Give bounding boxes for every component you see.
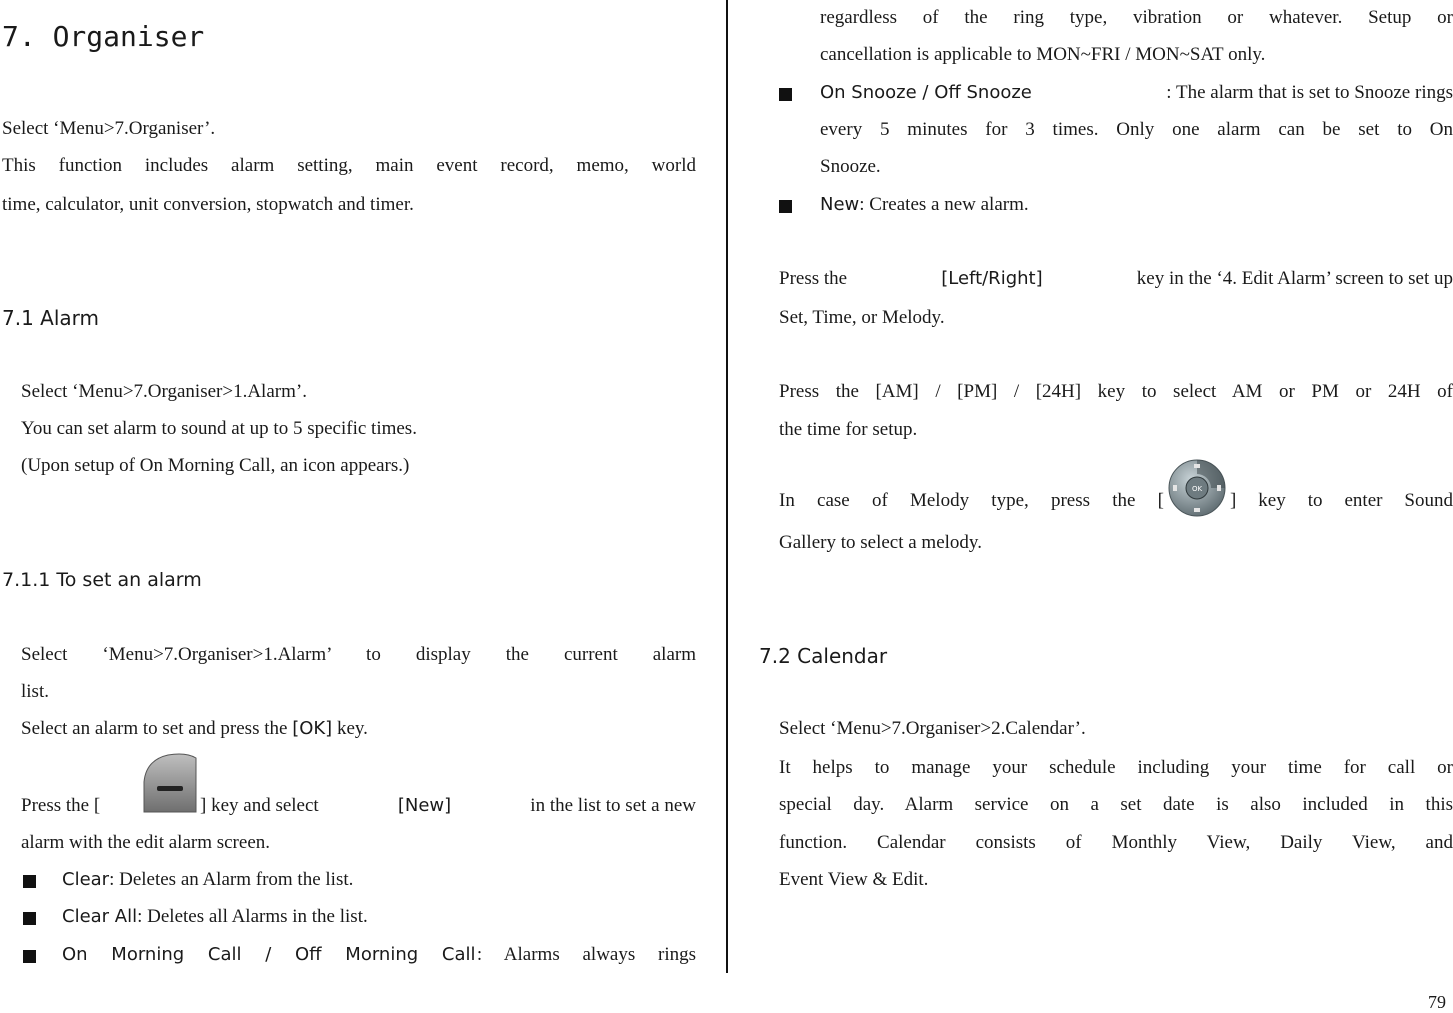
morning-call-cont-2: cancellation is applicable to MON~FRI / MON~SAT only. [820, 44, 1266, 65]
set-line-1-cont: list. [21, 681, 49, 702]
alarm-line-3: (Upon setup of On Morning Call, an icon appears.) [21, 455, 410, 476]
section-heading-alarm: 7.1 Alarm [2, 306, 100, 330]
bullet-marker [779, 88, 792, 101]
left-right-cont: Set, Time, or Melody. [779, 307, 945, 328]
ampm-line-1: Press the [AM] / [PM] / [24H] key to select AM or PM or 24H of [779, 381, 1453, 402]
melody-cont: Gallery to select a melody. [779, 532, 982, 553]
melody-line-suffix: ] key to enter Sound [1230, 490, 1453, 511]
alarm-line-1: Select ‘Menu>7.Organiser>1.Alarm’. [21, 381, 307, 402]
subsection-heading-set-alarm: 7.1.1 To set an alarm [2, 569, 202, 591]
calendar-line-4: Event View & Edit. [779, 869, 929, 890]
snooze-line-3: Snooze. [820, 156, 881, 177]
snooze-line-2: every 5 minutes for 3 times. Only one alarm can be set to On [820, 119, 1453, 140]
bullet-new: New: Creates a new alarm. [820, 194, 1029, 215]
ampm-line-2: the time for setup. [779, 419, 918, 440]
intro-line-1: This function includes alarm setting, main event record, memo, world [2, 155, 696, 176]
ok-key-label: [OK] [292, 718, 333, 739]
svg-text:OK: OK [1191, 485, 1203, 493]
bullet-marker [23, 912, 36, 925]
calendar-line-3: function. Calendar consists of Monthly View, Daily View, and [779, 832, 1453, 853]
press-line-prefix: Press the [ [21, 795, 101, 816]
bullet-marker [23, 875, 36, 888]
page-number: 79 [1428, 992, 1446, 1012]
column-divider [726, 0, 728, 973]
set-line-1: Select ‘Menu>7.Organiser>1.Alarm’ to display the current alarm [21, 644, 696, 665]
soft-key-icon [142, 752, 198, 814]
calendar-line-2: special day. Alarm service on a set date is also included in this [779, 794, 1453, 815]
set-line-2: Select an alarm to set and press the [OK] key. [21, 718, 368, 739]
alarm-line-2: You can set alarm to sound at up to 5 specific times. [21, 418, 417, 439]
bullet-clear-all: Clear All: Deletes all Alarms in the list. [62, 906, 368, 927]
section-heading-calendar: 7.2 Calendar [759, 644, 888, 668]
calendar-line-1: It helps to manage your schedule including your time for call or [779, 757, 1453, 778]
new-key-label: [New] [397, 795, 452, 816]
left-right-key-label: [Left/Right] [941, 268, 1043, 289]
calendar-select: Select ‘Menu>7.Organiser>2.Calendar’. [779, 718, 1086, 739]
press-line: ] key and select [New] in the list to set a new [200, 795, 696, 816]
press-line-cont: alarm with the edit alarm screen. [21, 832, 271, 853]
bullet-snooze: On Snooze / Off Snooze : The alarm that is set to Snooze rings [820, 82, 1453, 103]
morning-call-cont-1: regardless of the ring type, vibration or whatever. Setup or [820, 7, 1453, 28]
melody-line-prefix: In case of Melody type, press the [ [779, 490, 1164, 511]
bullet-marker [23, 950, 36, 963]
bullet-marker [779, 200, 792, 213]
intro-select: Select ‘Menu>7.Organiser’. [2, 118, 216, 139]
chapter-title: 7. Organiser [2, 20, 205, 53]
left-right-line: Press the [Left/Right] key in the ‘4. Edit Alarm’ screen to set up [779, 268, 1453, 289]
intro-line-2: time, calculator, unit conversion, stopwatch and timer. [2, 194, 414, 215]
bullet-clear: Clear: Deletes an Alarm from the list. [62, 869, 354, 890]
navigation-key-icon [1167, 458, 1227, 518]
bullet-morning-call: On Morning Call / Off Morning Call : Alarms always rings [62, 944, 696, 965]
